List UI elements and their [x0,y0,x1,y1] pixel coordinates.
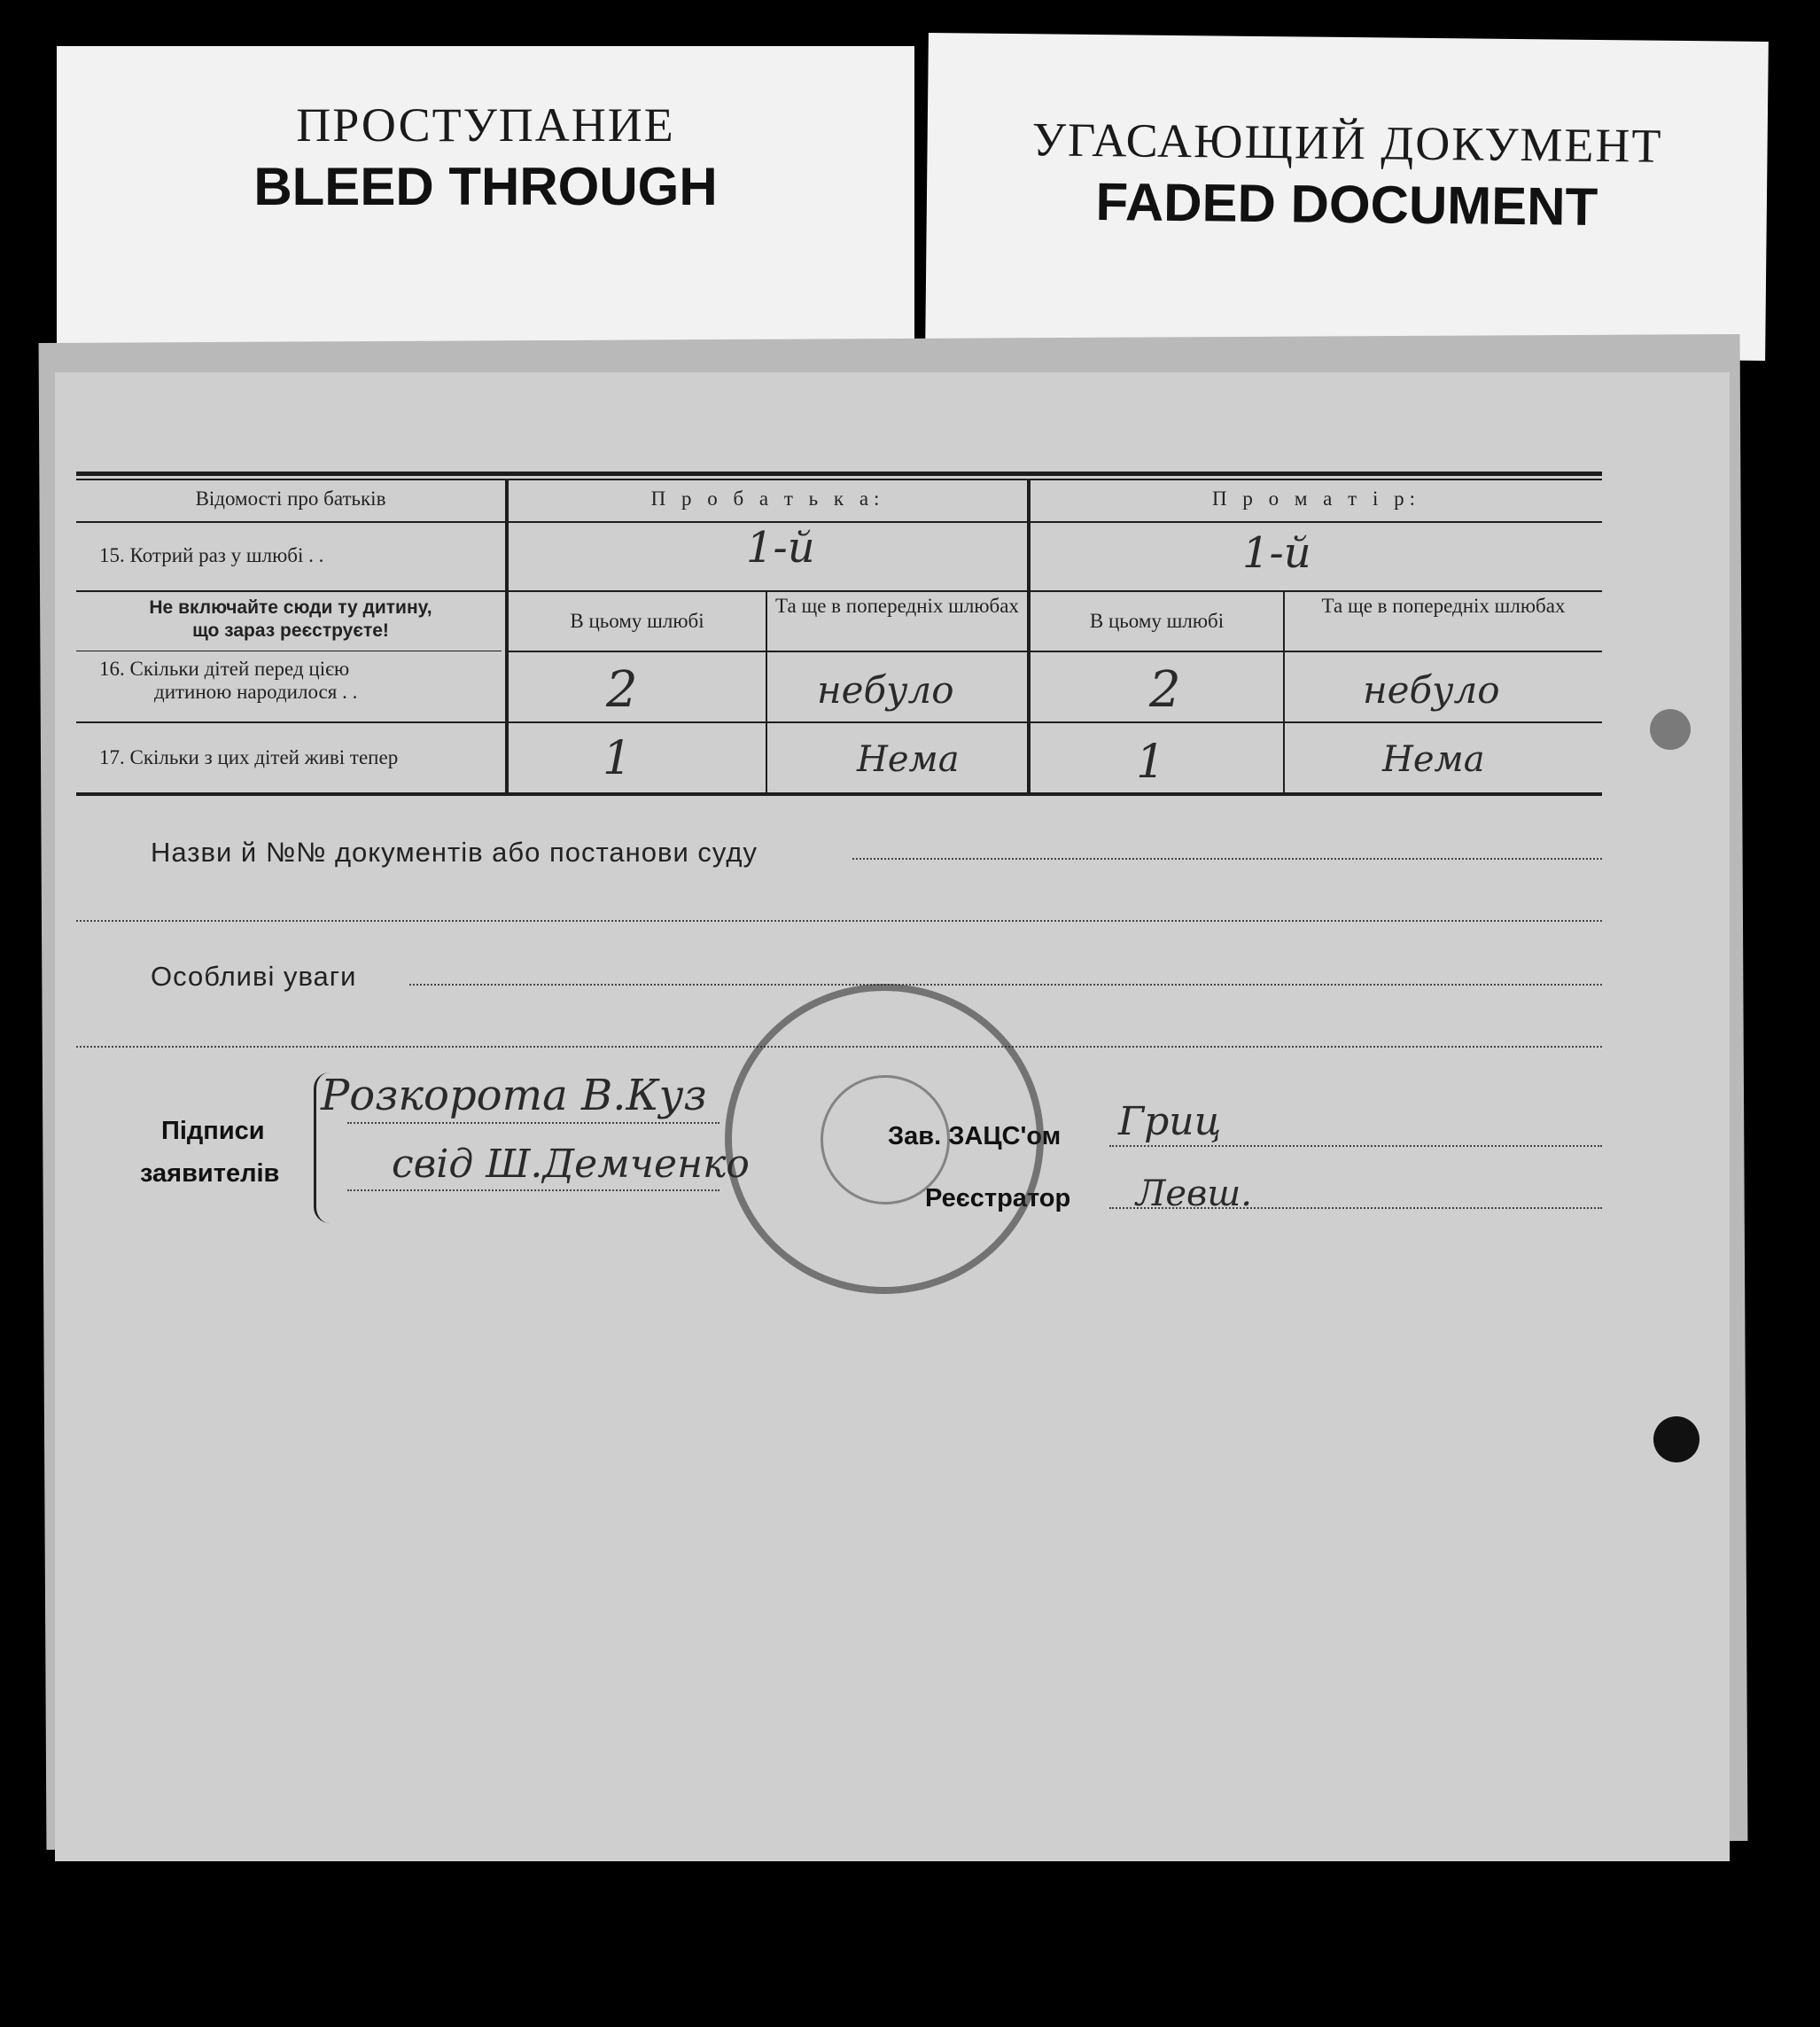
card-right-russian: УГАСАЮЩИЙ ДОКУМЕНТ [1031,113,1663,173]
card-left-english: BLEED THROUGH [253,157,718,216]
binder-hole-icon [1650,709,1691,750]
row17-father-prev: Нема [857,739,960,780]
faded-document-card [925,33,1769,361]
header-father: П р о б а т ь к а: [650,487,885,510]
row16-father-prev: небуло [817,668,954,712]
documents-line-1 [852,858,1602,860]
head-of-registry-label: Зав. ЗАЦС'ом [888,1122,1062,1150]
header-parents-info: Відомості про батьків [195,487,386,510]
row16-father-this: 2 [606,661,638,719]
row16-label-2: дитиною народилося . . [154,681,358,703]
card-right-english: FADED DOCUMENT [1095,172,1598,237]
row15-father-value: 1-й [746,523,815,573]
notes-line-1 [409,984,1602,986]
signatures-label-1: Підписи [161,1117,265,1145]
documents-line-2 [76,920,1602,922]
subheader-mother-this: В цьому шлюбі [1089,610,1225,632]
row16-mother-prev: небуло [1363,668,1500,712]
signatures-label-2: заявителів [140,1159,280,1188]
applicant-line-2 [347,1189,719,1191]
binder-hole-icon [1653,1416,1699,1462]
head-of-registry-line [1109,1145,1602,1147]
applicant-signature-2: свід Ш.Демченко [392,1142,750,1187]
header-mother: П р о м а т і р: [1212,487,1420,510]
row17-father-this: 1 [603,732,633,785]
row15-label: 15. Котрий раз у шлюбі . . [99,544,324,566]
registrar-label: Реєстратор [925,1184,1071,1212]
row17-mother-prev: Нема [1382,739,1485,780]
note-line-2: що зараз реєструєте! [192,620,389,641]
notes-label: Особливі уваги [151,961,357,992]
official-seal [725,984,1044,1294]
registrar-signature: Левш. [1136,1173,1252,1214]
head-of-registry-signature: Гриц [1118,1099,1222,1144]
row16-label-1: 16. Скільки дітей перед цією [99,658,350,680]
note-line-1: Не включайте сюди ту дитину, [149,597,432,618]
applicant-signature-1: Розкорота В.Куз [321,1071,707,1120]
row17-mother-this: 1 [1136,736,1166,789]
card-left-russian: ПРОСТУПАНИЕ [296,98,675,152]
documents-label: Назви й №№ документів або постанови суду [151,837,758,868]
applicant-line-1 [347,1122,719,1124]
subheader-mother-prev: Та ще в попередніх шлюбах [1321,595,1566,617]
row16-mother-this: 2 [1149,661,1181,719]
row17-label: 17. Скільки з цих дітей живі тепер [99,746,399,768]
subheader-father-this: В цьому шлюбі [570,610,704,632]
row15-mother-value: 1-й [1242,528,1311,578]
bleed-through-card [57,46,914,365]
subheader-father-prev: Та ще в попередніх шлюбах [775,595,1019,617]
